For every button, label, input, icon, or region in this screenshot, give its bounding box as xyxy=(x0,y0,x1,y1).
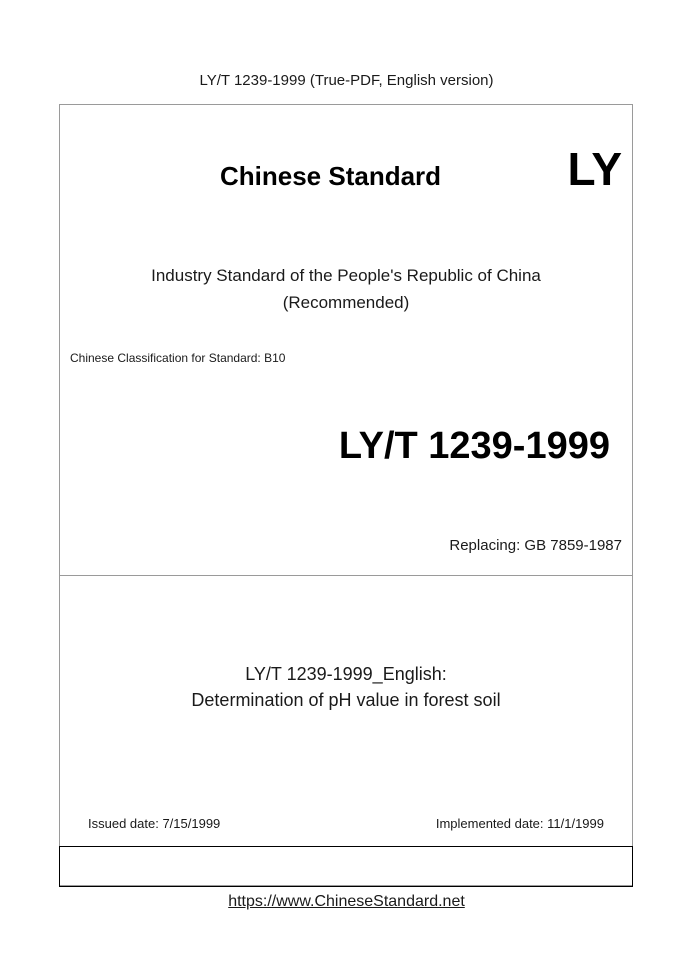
page-header: LY/T 1239-1999 (True-PDF, English version) xyxy=(199,72,494,89)
standard-number: LY/T 1239-1999 xyxy=(338,425,610,467)
industry-standard-block xyxy=(60,262,632,316)
industry-line-2: (Recommended) xyxy=(282,293,410,312)
cover-frame xyxy=(59,104,633,886)
section-divider xyxy=(60,575,632,576)
document-title-line-2: Determination of pH value in forest soil xyxy=(191,690,501,710)
implemented-date: Implemented date: 11/1/1999 xyxy=(435,816,604,831)
classification-label: Chinese Classification for Standard: B10 xyxy=(70,351,286,365)
empty-footer-box xyxy=(59,846,633,887)
industry-line-1: Industry Standard of the People's Republic of China xyxy=(151,266,541,285)
site-link-container xyxy=(0,893,693,911)
website-link[interactable]: https://www.ChineseStandard.net xyxy=(228,893,465,910)
document-title-line-1: LY/T 1239-1999_English: xyxy=(245,664,447,684)
replacing-label: Replacing: GB 7859-1987 xyxy=(449,537,622,554)
cover-title: Chinese Standard xyxy=(220,161,442,191)
document-title-block xyxy=(60,661,632,713)
standard-code-mark: LY xyxy=(567,143,622,195)
issued-date: Issued date: 7/15/1999 xyxy=(88,816,221,831)
